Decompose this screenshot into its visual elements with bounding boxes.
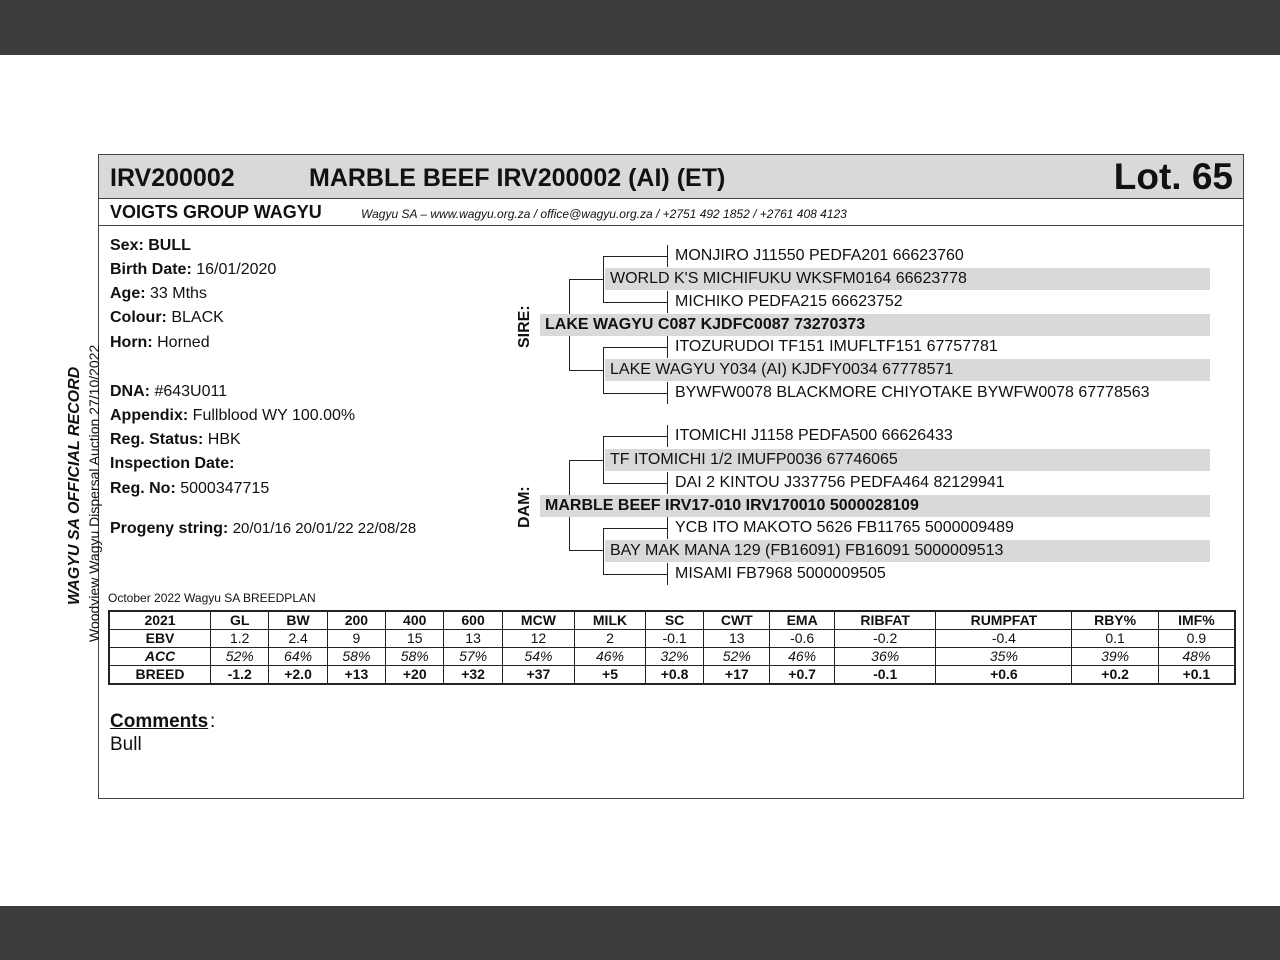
reg-no-value: 5000347715 [180, 480, 270, 497]
pedigree-sire-dam-sire: ITOZURUDOI TF151 IMUFLTF151 67757781 [675, 338, 998, 355]
owner-name: VOIGTS GROUP WAGYU [110, 202, 322, 222]
table-cell: 32% [645, 648, 703, 666]
table-cell: 46% [575, 648, 646, 666]
table-cell: 12 [502, 630, 574, 648]
table-cell: 46% [770, 648, 835, 666]
table-cell: 35% [936, 648, 1072, 666]
sex-label: Sex: [110, 237, 144, 254]
column-header: SC [645, 611, 703, 630]
column-header: BW [269, 611, 327, 630]
table-cell: 0.9 [1158, 630, 1235, 648]
table-cell: +37 [502, 666, 574, 685]
birth-date-value: 16/01/2020 [196, 261, 277, 278]
column-header: RBY% [1072, 611, 1158, 630]
pedigree-dam-sire-dam: DAI 2 KINTOU J337756 PEDFA464 82129941 [675, 474, 1005, 491]
appendix-value: Fullblood WY 100.00% [192, 407, 356, 424]
auction-label: Woodview Wagyu Dispersal Auction 27/10/2022 [86, 344, 102, 642]
comments-colon: : [210, 711, 216, 732]
pedigree-sire-sire: WORLD K'S MICHIFUKU WKSFM0164 66623778 [605, 268, 1210, 290]
dna-field [110, 383, 227, 401]
dna-value: #643U011 [154, 383, 228, 400]
table-cell: 36% [834, 648, 936, 666]
table-cell: 39% [1072, 648, 1158, 666]
table-cell: +0.1 [1158, 666, 1235, 685]
progeny-field [110, 520, 416, 538]
horn-value: Horned [157, 334, 210, 351]
table-cell: -0.4 [936, 630, 1072, 648]
reg-status-value: HBK [207, 431, 241, 448]
table-cell: 52% [704, 648, 770, 666]
sire-dam-bracket [603, 347, 604, 393]
animal-id-code: IRV200002 [110, 164, 235, 192]
bottom-bar [0, 906, 1280, 960]
table-cell: -0.1 [834, 666, 936, 685]
table-cell: +0.8 [645, 666, 703, 685]
table-header-row [109, 611, 1235, 630]
table-cell: +20 [386, 666, 444, 685]
sire-dam-bracket-bottom [603, 393, 668, 394]
pedigree-sire-sire-sire: MONJIRO J11550 PEDFA201 66623760 [675, 247, 964, 264]
ped-tick [667, 425, 668, 447]
official-record-label: WAGYU SA OFFICIAL RECORD [66, 366, 83, 605]
table-cell: 52% [211, 648, 269, 666]
table-cell: -0.1 [645, 630, 703, 648]
age-field [110, 285, 207, 303]
table-cell: 58% [386, 648, 444, 666]
acc-row [109, 648, 1235, 666]
birth-date-label: Birth Date: [110, 261, 192, 278]
table-cell: 58% [327, 648, 385, 666]
dam-dam-bracket-bottom [603, 574, 668, 575]
row-header: BREED [109, 666, 211, 685]
column-header: GL [211, 611, 269, 630]
sex-field [110, 237, 191, 255]
reg-no-label: Reg. No: [110, 480, 176, 497]
colour-label: Colour: [110, 309, 167, 326]
table-cell: +32 [444, 666, 502, 685]
breedplan-title: October 2022 Wagyu SA BREEDPLAN [108, 591, 316, 605]
table-cell: 1.2 [211, 630, 269, 648]
column-header: CWT [704, 611, 770, 630]
pedigree-dam: MARBLE BEEF IRV17-010 IRV170010 5000028109 [540, 495, 1210, 517]
dam-sire-bracket-bottom [603, 483, 668, 484]
progeny-label: Progeny string: [110, 520, 229, 537]
dam-sire-bracket [603, 436, 604, 483]
sire-sire-bracket [603, 256, 604, 302]
pedigree-sire-sire-dam: MICHIKO PEDFA215 66623752 [675, 293, 903, 310]
table-cell: 48% [1158, 648, 1235, 666]
column-header: 400 [386, 611, 444, 630]
column-header: 600 [444, 611, 502, 630]
colour-value: BLACK [171, 309, 224, 326]
pedigree-sire: LAKE WAGYU C087 KJDFC0087 73270373 [540, 314, 1210, 336]
pedigree-dam-dam-dam: MISAMI FB7968 5000009505 [675, 565, 886, 582]
table-cell: 15 [386, 630, 444, 648]
table-cell: 2 [575, 630, 646, 648]
table-cell: 64% [269, 648, 327, 666]
birth-date-field [110, 261, 276, 279]
ped-tick [667, 245, 668, 267]
table-cell: 54% [502, 648, 574, 666]
table-cell: -1.2 [211, 666, 269, 685]
title-row [99, 155, 1243, 199]
reg-status-label: Reg. Status: [110, 431, 204, 448]
column-header: RIBFAT [834, 611, 936, 630]
table-cell: 13 [704, 630, 770, 648]
inspection-date-label: Inspection Date: [110, 455, 235, 472]
table-cell: +13 [327, 666, 385, 685]
dam-bracket-bottom [569, 550, 604, 551]
ped-tick [667, 336, 668, 358]
table-cell: 2.4 [269, 630, 327, 648]
lot-number: Lot. 65 [1113, 156, 1233, 197]
ped-tick [667, 291, 668, 313]
dam-dam-bracket-top [603, 528, 668, 529]
ped-tick [667, 563, 668, 585]
breed-row [109, 666, 1235, 685]
colour-field [110, 309, 224, 327]
dam-section-label: DAM: [516, 486, 533, 528]
table-cell: -0.6 [770, 630, 835, 648]
column-header: MILK [575, 611, 646, 630]
comments-text: Bull [110, 734, 142, 755]
contact-info: Wagyu SA – www.wagyu.org.za / office@wagyu.org.za / +2751 492 1852 / +2761 408 4123 [361, 207, 847, 221]
row-header: EBV [109, 630, 211, 648]
table-cell: +0.6 [936, 666, 1072, 685]
sire-bracket-top [569, 279, 604, 280]
dam-sire-bracket-top [603, 436, 668, 437]
table-cell: 13 [444, 630, 502, 648]
sire-section-label: SIRE: [516, 305, 533, 348]
column-header: IMF% [1158, 611, 1235, 630]
table-cell: +0.7 [770, 666, 835, 685]
table-cell: +17 [704, 666, 770, 685]
pedigree-dam-sire: TF ITOMICHI 1/2 IMUFP0036 67746065 [605, 449, 1210, 471]
progeny-value: 20/01/16 20/01/22 22/08/28 [232, 520, 417, 537]
pedigree-dam-dam-sire: YCB ITO MAKOTO 5626 FB11765 5000009489 [675, 519, 1014, 536]
pedigree-dam-dam: BAY MAK MANA 129 (FB16091) FB16091 5000009513 [605, 540, 1210, 562]
table-cell: 57% [444, 648, 502, 666]
horn-label: Horn: [110, 334, 153, 351]
table-cell: +5 [575, 666, 646, 685]
reg-no-field [110, 480, 269, 498]
table-cell: +2.0 [269, 666, 327, 685]
dam-dam-bracket [603, 528, 604, 574]
horn-field [110, 334, 210, 352]
reg-status-field [110, 431, 241, 449]
animal-name: MARBLE BEEF IRV200002 (AI) (ET) [309, 164, 726, 192]
ebv-row [109, 630, 1235, 648]
sire-bracket-bottom [569, 370, 604, 371]
age-label: Age: [110, 285, 146, 302]
column-header: EMA [770, 611, 835, 630]
owner-row [99, 199, 1243, 226]
top-bar [0, 0, 1280, 55]
ped-tick [667, 382, 668, 404]
pedigree-dam-sire-sire: ITOMICHI J1158 PEDFA500 66626433 [675, 427, 953, 444]
column-header: 2021 [109, 611, 211, 630]
sex-value: BULL [148, 237, 191, 254]
appendix-field [110, 407, 355, 425]
pedigree-sire-dam-dam: BYWFW0078 BLACKMORE CHIYOTAKE BYWFW0078 67778563 [675, 384, 1150, 401]
sire-sire-bracket-top [603, 256, 668, 257]
table-cell: -0.2 [834, 630, 936, 648]
column-header: 200 [327, 611, 385, 630]
table-cell: +0.2 [1072, 666, 1158, 685]
ped-tick [667, 517, 668, 539]
ped-tick [667, 472, 668, 494]
appendix-label: Appendix: [110, 407, 189, 424]
column-header: RUMPFAT [936, 611, 1072, 630]
breedplan-table [108, 610, 1236, 685]
comments-label: Comments [110, 711, 209, 732]
dam-bracket-top [569, 460, 604, 461]
column-header: MCW [502, 611, 574, 630]
age-value: 33 Mths [150, 285, 207, 302]
inspection-date-field [110, 455, 234, 473]
table-cell: 9 [327, 630, 385, 648]
sire-dam-bracket-top [603, 347, 668, 348]
table-cell: 0.1 [1072, 630, 1158, 648]
dna-label: DNA: [110, 383, 150, 400]
sire-sire-bracket-bottom [603, 302, 668, 303]
pedigree-sire-dam: LAKE WAGYU Y034 (AI) KJDFY0034 67778571 [605, 359, 1210, 381]
row-header: ACC [109, 648, 211, 666]
